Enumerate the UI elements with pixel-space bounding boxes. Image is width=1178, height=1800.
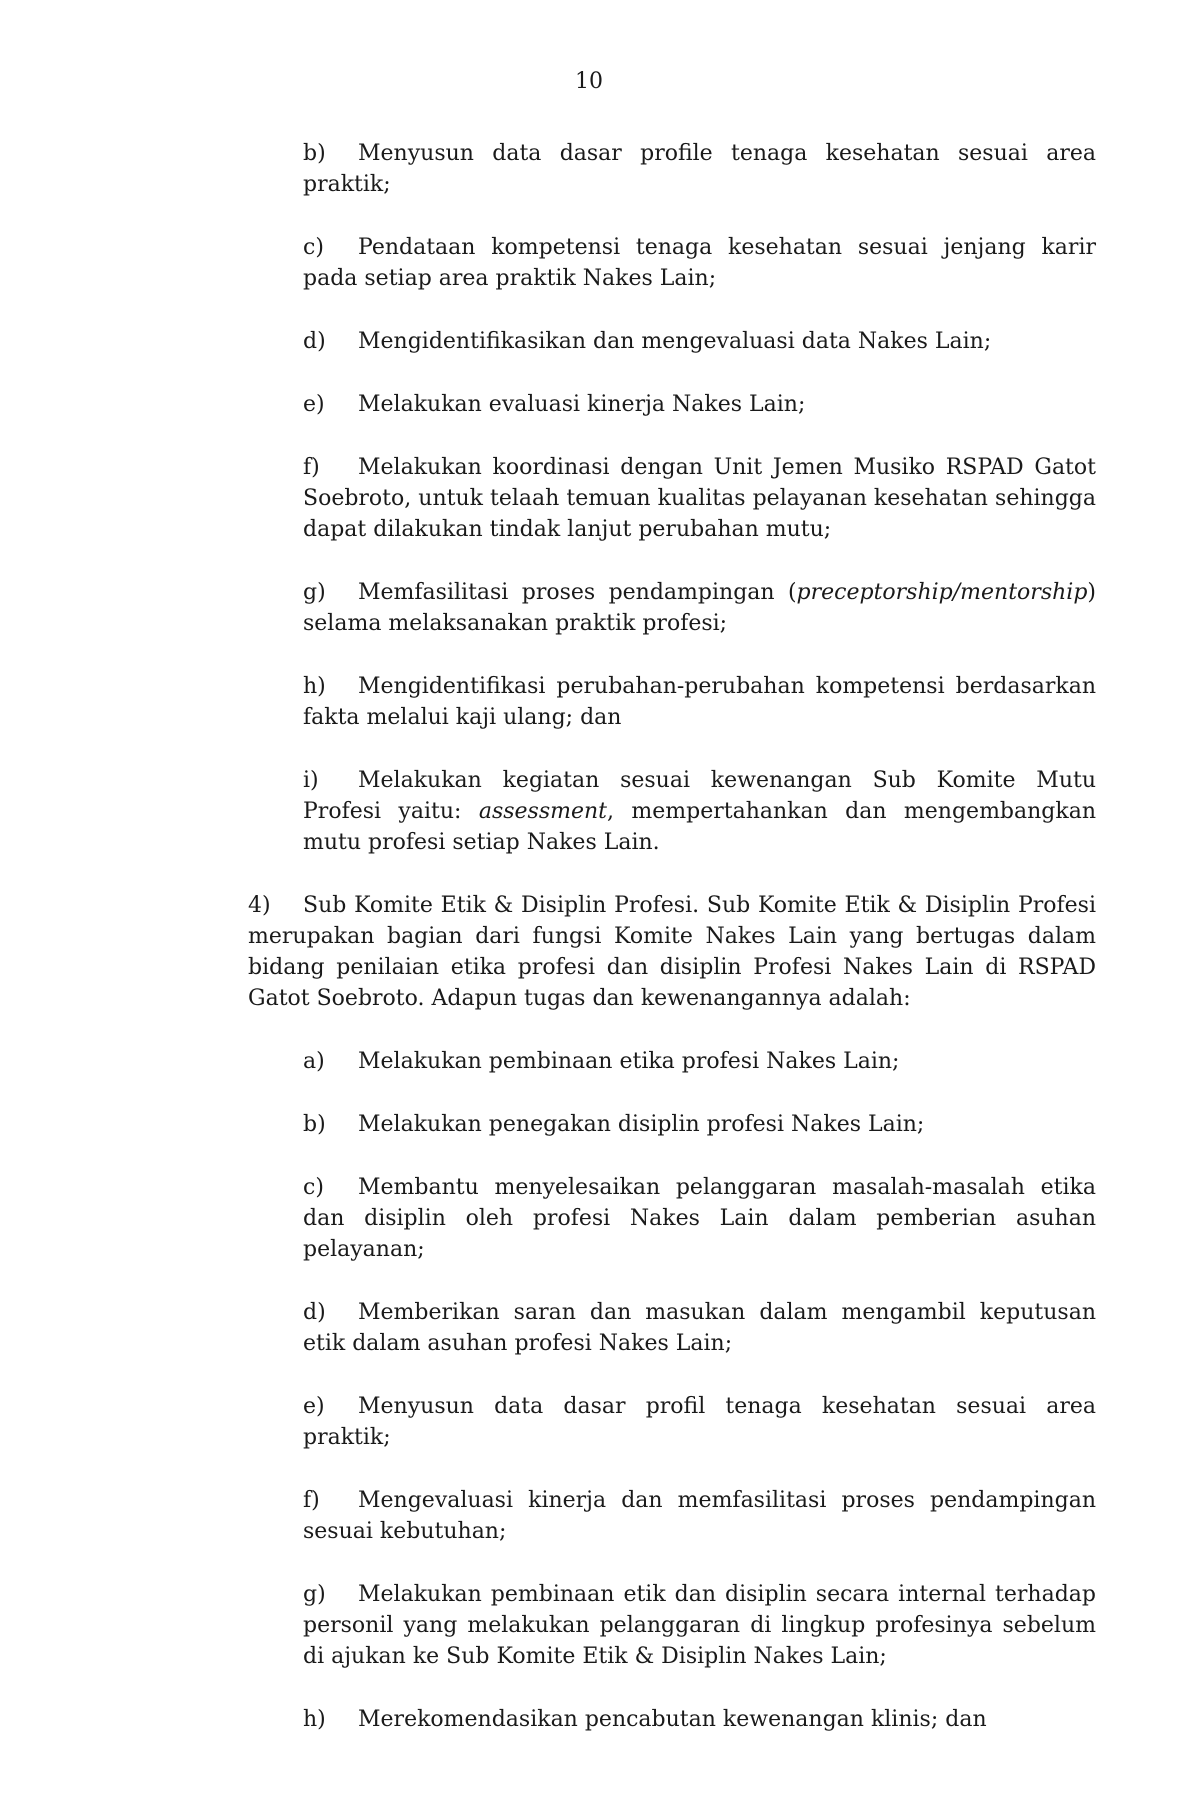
section-4-paragraph: 4) Sub Komite Etik & Disiplin Profesi. Sub Komite Etik & Disiplin Profesi merupakan bagian dari fungsi Komite Nakes Lain yang bertugas dalam bidang penilaian etika profesi dan disiplin Profesi Nakes Lain di RSPAD Gatot Soebroto. Adapun tugas dan kewenangannya adalah: (248, 893, 1096, 1011)
list-item-b: b) Menyusun data dasar profile tenaga kesehatan sesuai area praktik; (303, 141, 1096, 197)
list-item-c: c) Pendataan kompetensi tenaga kesehatan sesuai jenjang karir pada setiap area praktik Nakes Lain; (303, 235, 1096, 291)
list-item-a: a) Melakukan pembinaan etika profesi Nakes Lain; (303, 1049, 900, 1074)
list-item-h: h) Merekomendasikan pencabutan kewenangan klinis; dan (303, 1707, 987, 1732)
list-item-b: b) Melakukan penegakan disiplin profesi Nakes Lain; (303, 1112, 925, 1137)
list-item-i: i) Melakukan kegiatan sesuai kewenangan Sub Komite Mutu Profesi yaitu: assessment, mempertahankan dan mengembangkan mutu profesi setiap Nakes Lain. (303, 768, 1096, 855)
list-item-c: c) Membantu menyelesaikan pelanggaran masalah-masalah etika dan disiplin oleh profesi Nakes Lain dalam pemberian asuhan pelayanan; (303, 1175, 1096, 1262)
page-number: 10 (575, 69, 603, 94)
list-item-d: d) Memberikan saran dan masukan dalam mengambil keputusan etik dalam asuhan profesi Nakes Lain; (303, 1300, 1096, 1356)
list-item-f: f) Mengevaluasi kinerja dan memfasilitasi proses pendampingan sesuai kebutuhan; (303, 1488, 1096, 1544)
list-item-e: e) Melakukan evaluasi kinerja Nakes Lain; (303, 392, 806, 417)
list-item-f: f) Melakukan koordinasi dengan Unit Jemen Musiko RSPAD Gatot Soebroto, untuk telaah temuan kualitas pelayanan kesehatan sehingga dapat dilakukan tindak lanjut perubahan mutu; (303, 455, 1096, 542)
list-item-e: e) Menyusun data dasar profil tenaga kesehatan sesuai area praktik; (303, 1394, 1096, 1450)
list-item-h: h) Mengidentifikasi perubahan-perubahan kompetensi berdasarkan fakta melalui kaji ulang; dan (303, 674, 1096, 730)
list-item-d: d) Mengidentifikasikan dan mengevaluasi data Nakes Lain; (303, 329, 992, 354)
list-item-g: g) Melakukan pembinaan etik dan disiplin secara internal terhadap personil yang melakukan pelanggaran di lingkup profesinya sebelum di ajukan ke Sub Komite Etik & Disiplin Nakes Lain; (303, 1582, 1096, 1669)
list-item-g: g) Memfasilitasi proses pendampingan (preceptorship/mentorship) selama melaksanakan praktik profesi; (303, 580, 1096, 636)
